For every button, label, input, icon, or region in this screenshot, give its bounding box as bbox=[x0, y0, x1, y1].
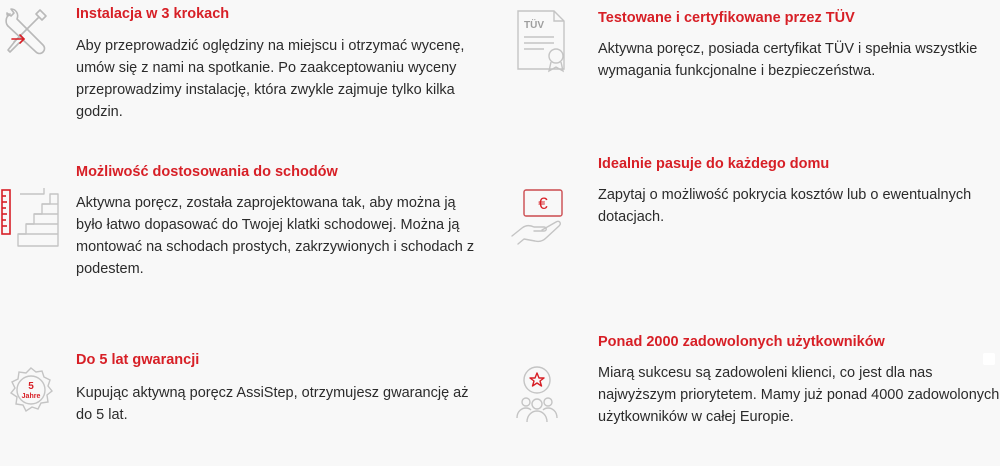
warranty-badge-icon bbox=[8, 366, 54, 414]
warranty-number: 5 bbox=[28, 381, 34, 392]
stairs-icon bbox=[0, 186, 60, 248]
tools-icon bbox=[0, 6, 50, 61]
feature-title: Możliwość dostosowania do schodów bbox=[76, 164, 338, 180]
feature-description: Aktywna poręcz, została zaprojektowana tak, aby można ją było łatwo dopasować do Twojej klatki schodowej. Można ją montować na schodach prostych, zakrzywionych i schodach z podestem. bbox=[76, 195, 475, 277]
euro-hand-icon bbox=[510, 186, 568, 248]
feature-description: Miarą sukcesu są zadowoleni klienci, co jest dla nas najwyższym priorytetem. Mamy już ponad 4000 zadowolonych użytkowników w całej Europie. bbox=[598, 365, 1000, 425]
certificate-icon bbox=[514, 9, 572, 73]
feature-tuv-certified bbox=[510, 0, 1000, 130]
feature-title: Instalacja w 3 krokach bbox=[76, 6, 230, 22]
certificate-label: TÜV bbox=[524, 20, 544, 31]
feature-installation bbox=[0, 0, 490, 130]
warranty-unit: Jahre bbox=[21, 393, 41, 400]
users-star-icon bbox=[514, 362, 560, 424]
feature-description: Aktywna poręcz, posiada certyfikat TÜV i spełnia wszystkie wymagania funkcjonalne i bezpieczeństwa. bbox=[598, 41, 978, 79]
euro-label: € bbox=[538, 194, 548, 213]
feature-title: Testowane i certyfikowane przez TÜV bbox=[598, 10, 855, 26]
feature-warranty bbox=[0, 330, 490, 460]
feature-title: Do 5 lat gwarancji bbox=[76, 352, 200, 368]
feature-title: Ponad 2000 zadowolonych użytkowników bbox=[598, 334, 885, 350]
feature-satisfied-users bbox=[510, 320, 1000, 460]
feature-stair-fit bbox=[0, 150, 490, 290]
feature-description: Kupując aktywną poręcz AssiStep, otrzymujesz gwarancję aż do 5 lat. bbox=[76, 385, 469, 423]
feature-fits-every-home bbox=[510, 150, 1000, 290]
corner-square bbox=[983, 353, 995, 365]
feature-description: Zapytaj o możliwość pokrycia kosztów lub o ewentualnych dotacjach. bbox=[598, 187, 972, 225]
feature-title: Idealnie pasuje do każdego domu bbox=[598, 156, 830, 172]
feature-description: Aby przeprowadzić oględziny na miejscu i otrzymać wycenę, umów się z nami na spotkanie. Po zaakceptowaniu wyceny przeprowadzimy instalację, która zwykle zajmuje tylko kilka godzin. bbox=[76, 38, 465, 120]
